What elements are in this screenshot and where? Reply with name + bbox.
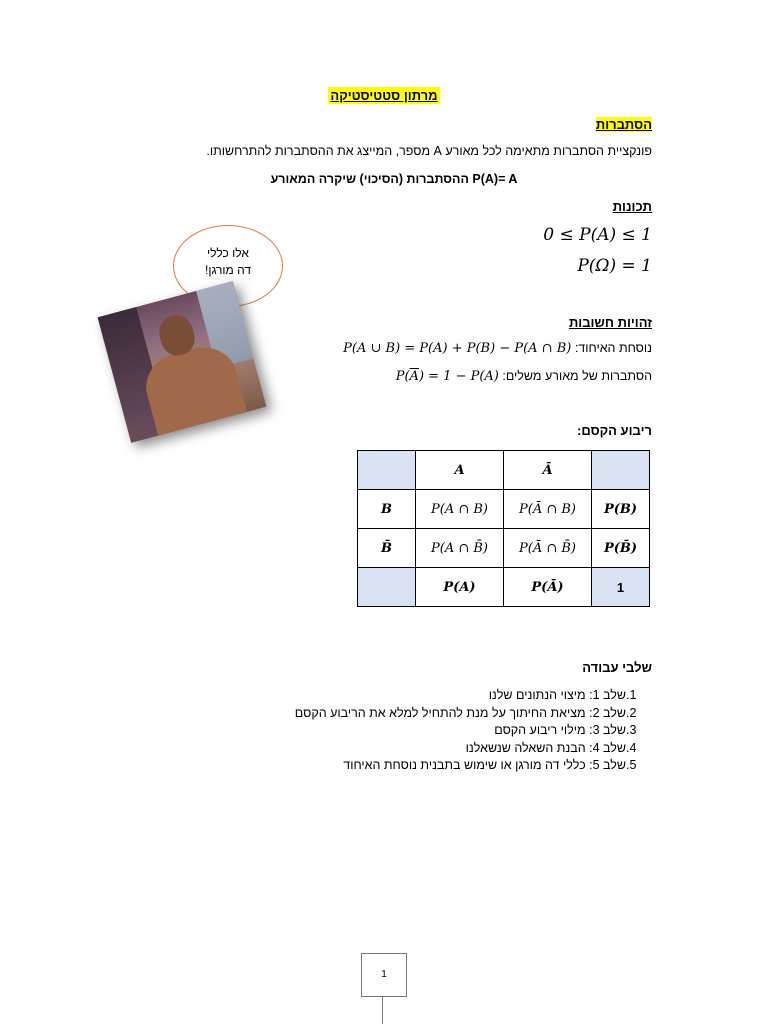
cell-a-and-b: P(A ∩ B) <box>416 490 504 529</box>
cell-total-not-b: P(B̄) <box>592 529 650 568</box>
complement-identity <box>396 369 652 384</box>
page-number: 1 <box>361 953 407 997</box>
cell-total-a: P(A) <box>416 568 504 607</box>
magic-square-corner-cell <box>358 451 416 490</box>
cell-total-not-a: P(Ā) <box>504 568 592 607</box>
cell-not-a-and-not-b: P(Ā ∩ B̄) <box>504 529 592 568</box>
page-number-connector <box>382 996 383 1024</box>
magic-square-header-not-a: Ā <box>504 451 592 490</box>
work-step: 4.שלב 4: הבנת השאלה שנשאלנו <box>465 740 637 755</box>
row-label-not-b: B̄ <box>358 529 416 568</box>
total-row-empty <box>358 568 416 607</box>
cell-a-and-not-b: P(A ∩ B̄) <box>416 529 504 568</box>
magic-square-table <box>357 450 650 607</box>
work-steps-heading: שלבי עבודה <box>582 660 652 675</box>
work-steps-list <box>295 687 652 775</box>
properties-heading: תכונות <box>612 199 652 214</box>
bubble-line-1: אלו כללי <box>207 246 249 260</box>
work-step: 2.שלב 2: מציאת החיתוך על מנת להתחיל למלא את הריבוע הקסם <box>294 705 637 720</box>
union-label: נוסחת האיחוד: <box>574 341 652 355</box>
probability-heading: הסתברות <box>595 117 652 132</box>
page-title-text: מרתון סטטיסטיקה <box>330 88 438 103</box>
complement-label: הסתברות של מאורע משלים: <box>502 369 652 383</box>
property-sample-space-formula: P(Ω) = 1 <box>577 256 652 276</box>
work-step: 1.שלב 1: מיצוי הנתונים שלנו <box>488 688 637 702</box>
magic-square-header-row <box>358 451 650 490</box>
cell-grand-total: 1 <box>592 568 650 607</box>
probability-notation: P(A)= A ההסתברות (הסיכוי) שיקרה המאורע <box>270 172 518 186</box>
magic-square-row-b <box>358 490 650 529</box>
page-title <box>0 88 768 103</box>
complement-formula: $P(\overline{A}) = 1 - P(A)$ <box>395 369 499 384</box>
magic-square-heading: ריבוע הקסם: <box>577 423 652 438</box>
work-step: 5.שלב 5: כללי דה מורגן או שימוש בתבנית נוסחת האיחוד <box>343 758 637 772</box>
bubble-line-2: דה מורגן! <box>205 263 251 277</box>
union-identity <box>343 341 652 356</box>
magic-square-header-a: A <box>416 451 504 490</box>
row-label-b: B <box>358 490 416 529</box>
cell-not-a-and-b: P(Ā ∩ B) <box>504 490 592 529</box>
probability-definition: פונקציית הסתברות מתאימה לכל מאורע A מספר, המייצג את ההסתברות להתרחשותו. <box>206 144 652 158</box>
magic-square-row-not-b <box>358 529 650 568</box>
property-range-formula: 0 ≤ P(A) ≤ 1 <box>543 225 652 245</box>
magic-square-header-empty <box>592 451 650 490</box>
union-formula: P(A ∪ B) = P(A) + P(B) − P(A ∩ B) <box>343 341 572 356</box>
work-step: 3.שלב 3: מילוי ריבוע הקסם <box>494 723 637 737</box>
cell-total-b: P(B) <box>592 490 650 529</box>
identities-heading: זהויות חשובות <box>568 315 652 330</box>
magic-square-total-row <box>358 568 650 607</box>
